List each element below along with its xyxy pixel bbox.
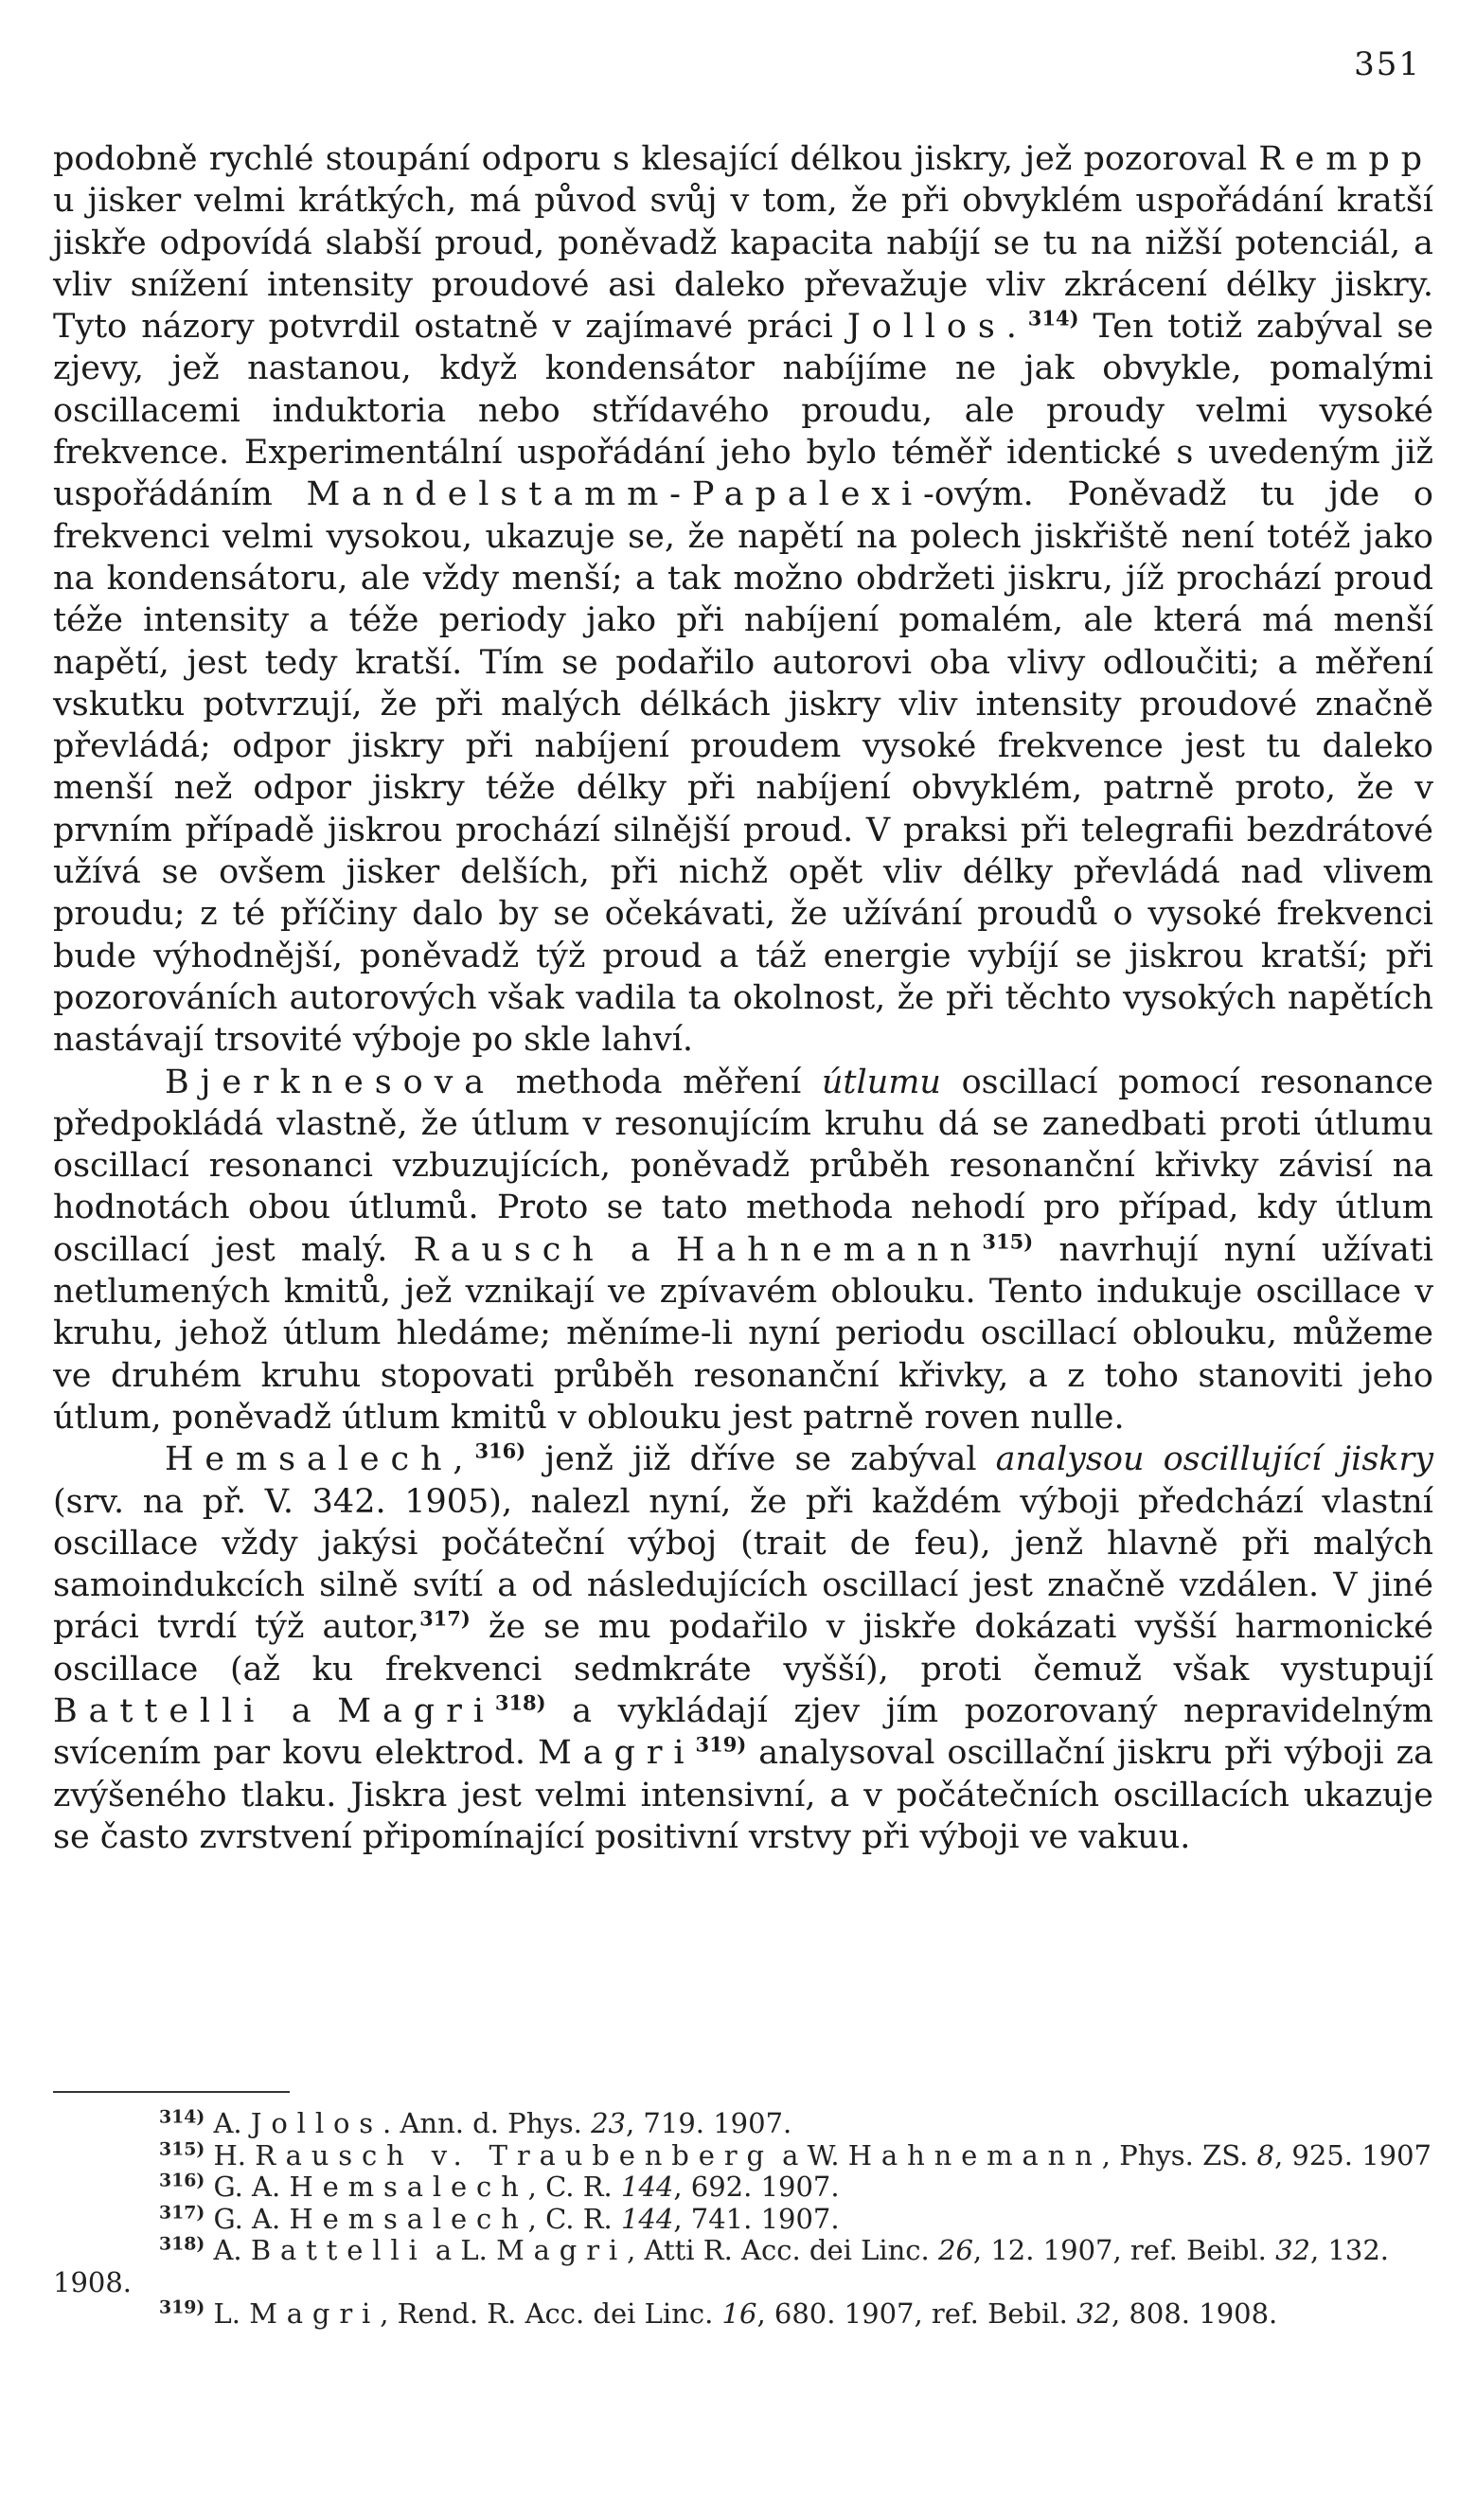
footnote-ref: 317)	[419, 1606, 471, 1631]
spaced-name: Magri	[249, 2297, 381, 2330]
text-run: -ovým. Poněvadž tu jde o frekvenci velmi vysokou, ukazuje se, že napětí na polech jiskřiště není totéž jako na kondensátoru, ale vždy menší; a tak možno obdržeti jiskru, jíž prochází proud téže intensity a téže periody jako při nabíjení pomalém, ale která má menší napětí, jest tedy kratší. Tím se podařilo autorovi oba vlivy odloučiti; a měření vskutku potvrzují, že při malých délkách jiskry vliv intensity proudové značně převládá; odpor jiskry při nabíjení proudem vysoké frekvence jest tu daleko menší než odpor jiskry téže délky při nabíjení obvyklém, patrně proto, že v prvním případě jiskrou prochází silnější proud. V praksi při telegrafii bezdrátové užívá se ovšem jisker delších, při nichž opět vliv délky převládá nad vlivem proudu; z té příčiny dalo by se očekávati, že užívání proudů o vysoké frekvenci bude výhodnější, poněvadž týž proud a táž energie vybíjí se jiskrou kratší; při pozorováních autorových však vadila ta okolnost, že při těchto vysokých napětích nastávají trsovité výboje po skle lahví.	[53, 475, 1433, 1060]
text-run: a L.	[426, 2234, 497, 2266]
text-run: a	[265, 1691, 338, 1730]
text-run: , 925. 1907	[1273, 2138, 1432, 2171]
text-run: G. A.	[205, 2202, 290, 2235]
spaced-name: Magri	[337, 1691, 495, 1730]
text-run: H.	[205, 2138, 256, 2171]
footnote-ref: 319)	[695, 1732, 747, 1757]
paragraph	[53, 138, 1433, 1062]
italic-text: útlumu	[821, 1063, 941, 1101]
text-run: , 132. 1908.	[53, 2234, 1390, 2298]
italic-text: analysou oscillující jiskry	[995, 1440, 1434, 1479]
spaced-name: Jollos	[250, 2107, 383, 2139]
spaced-name: Rempp	[1258, 140, 1433, 178]
footnote-number: 319)	[159, 2297, 205, 2318]
text-run: methoda měření	[495, 1063, 822, 1101]
text-run: a vykládají zjev jím pozorovaný nepravidelným svícením par kovu elektrod.	[53, 1691, 1433, 1773]
text-run: A.	[205, 2107, 251, 2139]
footnote-ref: 314)	[1027, 306, 1079, 331]
text-run: . Ann. d. Phys.	[382, 2107, 592, 2139]
text-run: jenž již dříve se zabýval	[525, 1440, 996, 1479]
footnote-ref: 315)	[982, 1229, 1034, 1254]
footnote-divider	[53, 2091, 290, 2093]
text-run: u jisker velmi krátkých, má původ svůj v tom, že při obvyklém uspořádání kratší jiskře odpovídá slabší proud, poněvadž kapacita nabíjí se tu na nižší potenciál, a vliv snížení intensity proudové asi daleko převažuje vliv zkrácení délky jiskry. Tyto názory potvrdil ostatně v zajímavé práci	[53, 182, 1433, 347]
text-run: G. A.	[205, 2171, 290, 2203]
page-number: 351	[1354, 45, 1421, 83]
text-run: a	[604, 1230, 676, 1269]
text-run: , C. R.	[527, 2171, 621, 2203]
footnote-number: 316)	[159, 2170, 205, 2191]
footnotes	[53, 2108, 1433, 2331]
spaced-name: Hahnemann	[847, 2138, 1102, 2171]
footnote	[53, 2108, 1433, 2140]
footnote-number: 317)	[159, 2201, 205, 2223]
text-run: , 692. 1907.	[673, 2171, 840, 2203]
text-run: navrhují nyní užívati netlumených kmitů, jež vznikají ve zpívavém oblouku. Tento indukuje oscillace v kruhu, jehož útlum hledáme; měníme-li nyní periodu oscillací oblouku, můžeme ve druhém kruhu stopovati průběh resonanční křivky, a z toho stanoviti jeho útlum, poněvadž útlum kmitů v oblouku jest patrně roven nulle.	[53, 1230, 1433, 1437]
text-run: a W.	[773, 2138, 848, 2171]
footnote-ref: 318)	[494, 1690, 546, 1715]
text-run: L.	[205, 2297, 250, 2330]
paragraph	[53, 1062, 1433, 1439]
footnote-number: 318)	[159, 2233, 205, 2255]
text-run: Ten totiž zabýval se zjevy, jež nastanou, když kondensátor nabíjíme ne jak obvykle, pomalými oscillacemi induktoria nebo střídavého proudu, ale proudy velmi vysoké frekvence. Experimentální uspořádání jeho bylo téměř identické s uvedeným již uspořádáním	[53, 308, 1433, 514]
footnote	[53, 2298, 1433, 2331]
text-run: analysoval oscillační jiskru při výboji za zvýšeného tlaku. Jiskra jest velmi intensivní, a v počátečních oscillacích ukazuje se často zvrstvení připomínající positivní vrstvy při výboji ve vakuu.	[53, 1734, 1433, 1856]
footnote	[53, 2235, 1433, 2298]
text-run: , Phys. ZS.	[1101, 2138, 1257, 2171]
text-run: , 719. 1907.	[626, 2107, 792, 2139]
footnote	[53, 2201, 1433, 2236]
spaced-name: Magri	[537, 1734, 696, 1773]
italic-text: 16	[721, 2297, 757, 2330]
spaced-name: Jollos.	[846, 308, 1028, 347]
text-run: , 808. 1908.	[1111, 2297, 1278, 2330]
spaced-name: Hemsalech	[289, 2171, 528, 2203]
spaced-name: Battelli	[250, 2234, 427, 2266]
footnote	[53, 2137, 1433, 2172]
text-run: , C. R.	[527, 2202, 621, 2235]
footnote-ref: 316)	[474, 1439, 526, 1463]
text-run: A.	[205, 2234, 251, 2266]
footnote	[53, 2171, 1433, 2204]
italic-text: 144	[620, 2171, 674, 2203]
italic-text: 8	[1256, 2138, 1274, 2171]
text-run: , 741. 1907.	[673, 2202, 840, 2235]
text-run: , 680. 1907, ref. Bebil.	[756, 2297, 1077, 2330]
text-run: , 12. 1907, ref. Beibl.	[972, 2234, 1276, 2266]
italic-text: 144	[620, 2202, 674, 2235]
italic-text: 32	[1076, 2297, 1112, 2330]
footnote-number: 315)	[159, 2137, 205, 2159]
italic-text: 26	[938, 2234, 973, 2266]
spaced-name: Rausch	[413, 1230, 605, 1269]
spaced-name: Mandelstamm-Papalexi	[306, 475, 924, 514]
italic-text: 32	[1275, 2234, 1311, 2266]
text-run: podobně rychlé stoupání odporu s klesající délkou jiskry, jež pozoroval	[53, 140, 1259, 178]
text-run: , Rend. R. Acc. dei Linc.	[380, 2297, 722, 2330]
footnote-number: 314)	[159, 2106, 205, 2128]
italic-text: 23	[591, 2107, 626, 2139]
text-run: oscillací pomocí resonance předpokládá vlastně, že útlum v resonujícím kruhu dá se zanedbati proti útlumu oscillací resonanci vzbuzujících, poněvadž průběh resonanční křivky závisí na hodnotách obou útlumů. Proto se tato methoda nehodí pro případ, kdy útlum oscillací jest malý.	[53, 1063, 1434, 1269]
spaced-name: Magri	[496, 2234, 628, 2266]
text-run: , Atti R. Acc. dei Linc.	[627, 2234, 938, 2266]
paragraph	[53, 1439, 1433, 1858]
spaced-name: Battelli	[53, 1691, 266, 1730]
spaced-name: Hemsalech,	[165, 1440, 475, 1479]
body-text	[53, 138, 1433, 1858]
spaced-name: Rausch v. Traubenberg	[255, 2138, 774, 2171]
spaced-name: Hahnemann	[675, 1230, 983, 1269]
spaced-name: Bjerknesova	[165, 1063, 496, 1101]
text-run: že se mu podařilo v jiskře dokázati vyšší harmonické oscillace (až ku frekvenci sedmkráte vyšší), proti čemuž však vystupují	[53, 1608, 1433, 1689]
text-run: (srv. na př. V. 342. 1905), nalezl nyní, že při každém výboji předchází vlastní oscillace vždy jakýsi počáteční výboj (trait de feu), jenž hlavně při malých samoindukcích silně svítí a od následujících oscillací jest značně vzdálen. V jiné práci tvrdí týž autor,	[53, 1482, 1433, 1647]
spaced-name: Hemsalech	[289, 2202, 528, 2235]
